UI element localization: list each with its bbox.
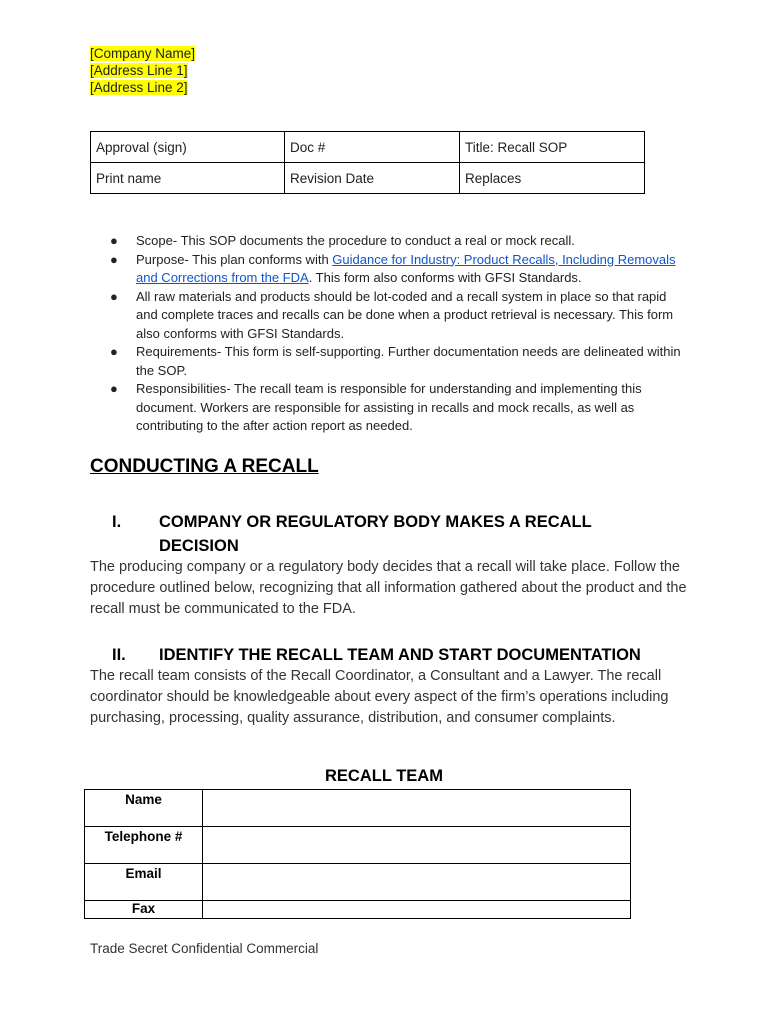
fax-value-cell[interactable] <box>203 901 631 919</box>
sop-bullet-list <box>110 232 685 436</box>
section-heading-1 <box>112 510 672 558</box>
bullet-icon: ● <box>110 344 118 359</box>
telephone-value-cell[interactable] <box>203 827 631 864</box>
name-label: Name <box>85 790 203 827</box>
table-row <box>91 132 645 163</box>
revision-date-cell: Revision Date <box>285 163 460 194</box>
section-heading-2 <box>112 643 712 667</box>
table-row <box>85 790 631 827</box>
company-address-block <box>90 45 195 96</box>
doc-number-cell: Doc # <box>285 132 460 163</box>
section-2-body: The recall team consists of the Recall Coordinator, a Consultant and a Lawyer. The recall coordinator should be knowledgeable about every aspect of the firm’s operations including purchasing, processing, quality assurance, distribution, and consumer complaints. <box>90 668 669 726</box>
list-item-responsibilities <box>110 380 685 436</box>
table-row <box>85 827 631 864</box>
section-title: COMPANY OR REGULATORY BODY MAKES A RECALL DECISION <box>159 513 592 555</box>
fda-guidance-link[interactable]: Guidance for Industry: Product Recalls, Including Removals and Corrections from the FDA <box>136 251 676 285</box>
section-number: I. <box>112 513 122 531</box>
table-row <box>85 864 631 901</box>
address-line-1: [Address Line 1] <box>90 63 188 78</box>
purpose-prefix: Purpose- This plan conforms with <box>136 251 333 267</box>
title-cell: Title: Recall SOP <box>460 132 645 163</box>
main-heading: CONDUCTING A RECALL <box>90 456 319 477</box>
list-item-requirements <box>110 343 685 380</box>
section-1-body: The producing company or a regulatory body decides that a recall will take place. Follow the procedure outlined below, recognizing that all information gathered about the product and the recall must be communicated to the FDA. <box>90 559 687 617</box>
purpose-suffix: . This form also conforms with GFSI Standards. <box>308 270 582 285</box>
recall-team-table <box>84 789 631 919</box>
requirements-text: Requirements- This form is self-supporting. Further documentation needs are delineated within the SOP. <box>136 344 681 378</box>
email-value-cell[interactable] <box>203 864 631 901</box>
responsibilities-text: Responsibilities- The recall team is responsible for understanding and implementing this document. Workers are responsible for assisting in recalls and mock recalls, as well as contributing to the after action report as needed. <box>136 381 642 433</box>
bullet-icon: ● <box>110 251 118 267</box>
bullet-icon: ● <box>110 233 118 248</box>
section-number: II. <box>112 646 126 664</box>
list-item-lot-coded <box>110 288 685 344</box>
fax-label: Fax <box>85 901 203 919</box>
email-label: Email <box>85 864 203 901</box>
telephone-label: Telephone # <box>85 827 203 864</box>
table-row <box>85 901 631 919</box>
list-item-purpose <box>110 251 685 288</box>
bullet-icon: ● <box>110 381 118 396</box>
approval-table <box>90 131 645 194</box>
list-item-scope <box>110 232 685 251</box>
section-title: IDENTIFY THE RECALL TEAM AND START DOCUMENTATION <box>159 646 641 664</box>
lot-coded-text: All raw materials and products should be lot-coded and a recall system in place so that rapid and complete traces and recalls can be done when a product retrieval is necessary. This form also conforms with GFSI Standards. <box>136 288 674 341</box>
replaces-cell: Replaces <box>460 163 645 194</box>
scope-text: Scope- This SOP documents the procedure to conduct a real or mock recall. <box>136 233 575 248</box>
confidentiality-footer: Trade Secret Confidential Commercial <box>90 941 319 956</box>
company-name: [Company Name] <box>90 46 196 61</box>
print-name-cell: Print name <box>91 163 285 194</box>
table-row <box>91 163 645 194</box>
bullet-icon: ● <box>110 288 118 304</box>
address-line-2: [Address Line 2] <box>90 80 188 95</box>
approval-sign-cell: Approval (sign) <box>91 132 285 163</box>
recall-team-title: RECALL TEAM <box>325 767 443 785</box>
name-value-cell[interactable] <box>203 790 631 827</box>
